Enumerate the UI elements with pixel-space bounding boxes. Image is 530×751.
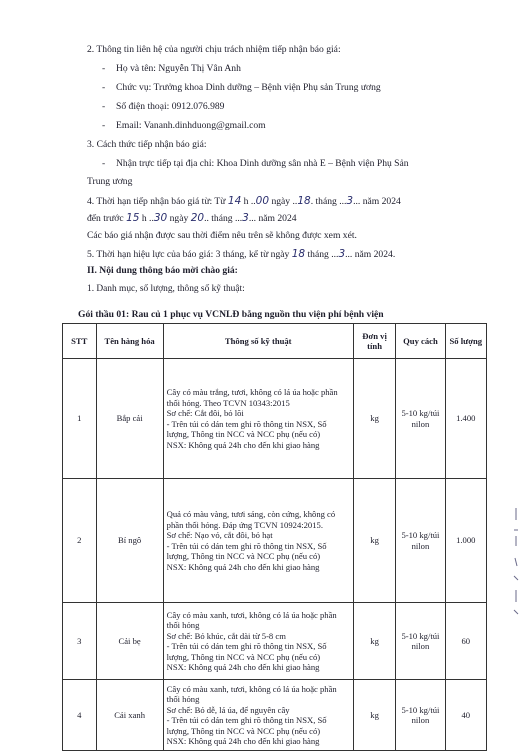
deadline-note: Các báo giá nhận được sau thời điểm nêu trên sẽ không được xem xét. xyxy=(87,230,357,241)
deadline-from-line xyxy=(87,195,401,208)
deadline-from-year: ... năm 2024 xyxy=(353,196,401,207)
header-qty: Số lượng xyxy=(445,324,486,359)
spec-line: - Trên túi có dán tem ghi rõ thông tin NSX, Số lượng, Thông tin NCC và NCC phụ (nếu có) xyxy=(166,715,327,736)
spec-line: Sơ chế: Nạo vỏ, cắt đôi, bỏ hạt xyxy=(166,530,273,540)
row-pack: 5-10 kg/túi nilon xyxy=(396,680,445,751)
deadline-to-day-label: ngày xyxy=(169,213,189,224)
spec-line: Sơ chế: Bỏ khúc, cắt dài từ 5-8 cm xyxy=(166,630,286,641)
table-row xyxy=(63,359,487,479)
validity-line xyxy=(87,248,395,261)
row-name: Bắp cải xyxy=(96,359,163,479)
validity-month: 3 xyxy=(338,248,346,260)
deadline-from-day-label: ngày .. xyxy=(271,196,298,207)
deadline-to-h: h .. xyxy=(141,213,154,224)
contact-name: - Họ và tên: Nguyễn Thị Vân Anh xyxy=(116,63,241,75)
margin-scribble xyxy=(511,506,525,631)
row-stt: 2 xyxy=(63,479,97,603)
row-qty: 60 xyxy=(445,603,486,680)
spec-line: - Trên túi có dán tem ghi rõ thông tin NSX, Số lượng, Thông tin NCC và NCC phụ (nếu có) xyxy=(166,418,327,439)
row-unit: kg xyxy=(353,479,396,603)
row-qty: 1.000 xyxy=(445,479,486,603)
spec-table xyxy=(62,323,487,751)
header-spec: Thông số kỹ thuật xyxy=(163,324,353,359)
spec-line: NSX: Không quá 24h cho đến khi giao hàng xyxy=(166,662,320,672)
contact-position: - Chức vụ: Trưởng khoa Dinh dưỡng – Bệnh viện Phụ sản Trung ương xyxy=(116,82,381,94)
header-name: Tên hàng hóa xyxy=(96,324,163,359)
receive-direct-line1: - Nhận trực tiếp tại địa chỉ: Khoa Dinh dưỡng sân nhà E – Bệnh viện Phụ Sản xyxy=(116,158,409,170)
deadline-to-minute: 30 xyxy=(153,212,168,224)
spec-line: Cây có màu xanh, tươi, không có lá úa hoặc phần thối hỏng xyxy=(166,683,337,704)
row-stt: 1 xyxy=(63,359,97,479)
row-unit: kg xyxy=(353,680,396,751)
row-pack: 5-10 kg/túi nilon xyxy=(396,359,445,479)
spec-line: Sơ chế: Cắt đôi, bỏ lõi xyxy=(166,408,244,418)
section2-title: II. Nội dung thông báo mời chào giá: xyxy=(87,265,238,276)
deadline-from-h: h .. xyxy=(243,196,256,207)
row-spec xyxy=(163,680,353,751)
contact-email: - Email: Vananh.dinhduong@gmail.com xyxy=(116,120,266,132)
spec-line: Sơ chế: Bỏ dễ, lá úa, để nguyên cây xyxy=(166,704,290,715)
spec-line: Cây có màu xanh, tươi, không có lá úa hoặc phần thối hỏng xyxy=(166,609,337,630)
contact-heading: 2. Thông tin liên hệ của người chịu trách nhiệm tiếp nhận báo giá: xyxy=(87,44,341,55)
spec-line: NSX: Không quá 24h cho đến khi giao hàng xyxy=(166,736,320,746)
row-qty: 40 xyxy=(445,680,486,751)
spec-line: Quả có màu vàng, tươi sáng, còn cứng, không có phần thối hỏng. Đáp ứng TCVN 10924:2015. xyxy=(166,509,336,530)
margin-scribble-marks xyxy=(511,506,521,626)
deadline-from-day: 18 xyxy=(297,195,311,207)
header-pack: Quy cách xyxy=(396,324,445,359)
deadline-from-label: 4. Thời hạn tiếp nhận báo giá từ: Từ xyxy=(87,196,226,207)
row-unit: kg xyxy=(353,603,396,680)
row-qty: 1.400 xyxy=(445,359,486,479)
deadline-to-label: đến trước xyxy=(87,213,124,224)
deadline-to-month: 3 xyxy=(242,212,249,224)
validity-label: 5. Thời hạn hiệu lực của báo giá: 3 tháng, kể từ ngày xyxy=(87,249,290,260)
table-row xyxy=(63,603,487,680)
deadline-to-day: 20 xyxy=(190,212,205,224)
row-name: Cải xanh xyxy=(96,680,163,751)
deadline-to-line xyxy=(87,212,297,225)
deadline-from-hour: 14 xyxy=(227,195,242,207)
spec-line: - Trên túi có dán tem ghi rõ thông tin NSX, Số lượng, Thông tin NCC và NCC phụ (nếu có) xyxy=(166,641,327,662)
header-stt: STT xyxy=(63,324,97,359)
row-stt: 3 xyxy=(63,603,97,680)
table-row xyxy=(63,680,487,751)
deadline-from-minute: 00 xyxy=(255,195,270,207)
table-row xyxy=(63,479,487,603)
row-spec xyxy=(163,359,353,479)
validity-day: 18 xyxy=(291,248,306,260)
deadline-to-month-label: .. tháng ... xyxy=(204,213,243,224)
receive-heading: 3. Cách thức tiếp nhận báo giá: xyxy=(87,139,207,150)
section2-item1: 1. Danh mục, số lượng, thông số kỹ thuật: xyxy=(87,284,245,294)
validity-month-label: tháng ... xyxy=(307,249,339,260)
contact-phone: - Số điện thoại: 0912.076.989 xyxy=(116,101,224,113)
spec-line: NSX: Không quá 24h cho đến khi giao hàng xyxy=(166,439,320,450)
spec-line: NSX: Không quá 24h cho đến khi giao hàng xyxy=(166,561,320,572)
row-pack: 5-10 kg/túi nilon xyxy=(396,479,445,603)
receive-direct-line2: Trung ương xyxy=(87,176,133,187)
row-spec xyxy=(163,479,353,603)
row-unit: kg xyxy=(353,359,396,479)
row-name: Cải bẹ xyxy=(96,603,163,680)
spec-line: - Trên túi có dán tem ghi rõ thông tin NSX, Số lượng, Thông tin NCC và NCC phụ (nếu có) xyxy=(166,540,327,561)
deadline-from-month: 3 xyxy=(346,195,354,207)
deadline-from-month-label: . tháng ... xyxy=(310,196,347,207)
row-spec xyxy=(163,603,353,680)
deadline-to-year: ... năm 2024 xyxy=(248,213,297,224)
row-stt: 4 xyxy=(63,680,97,751)
row-pack: 5-10 kg/túi nilon xyxy=(396,603,445,680)
package-title: Gói thầu 01: Rau củ 1 phục vụ VCNLĐ bằng nguồn thu viện phí bệnh viện xyxy=(78,309,384,320)
spec-line: Cây có màu trắng, tươi, không có lá úa hoặc phần thối hỏng. Theo TCVN 10343:2015 xyxy=(166,387,338,408)
header-unit: Đơn vị tính xyxy=(353,324,396,359)
deadline-to-hour: 15 xyxy=(126,212,140,224)
table-header-row xyxy=(63,324,487,359)
validity-year: ... năm 2024. xyxy=(345,249,396,260)
row-name: Bí ngô xyxy=(96,479,163,603)
